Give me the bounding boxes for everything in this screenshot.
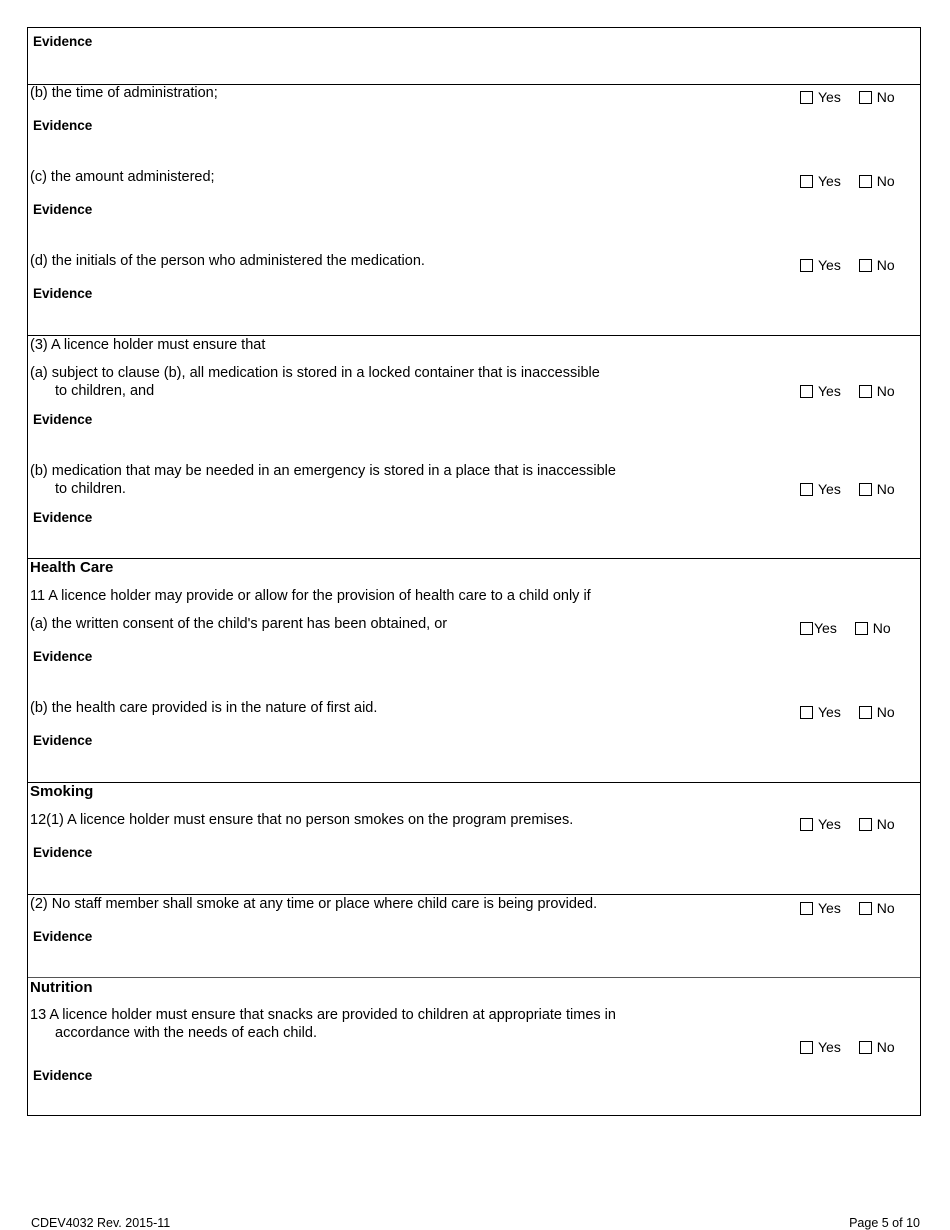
item-nutrition bbox=[30, 1006, 616, 1042]
no-label: No bbox=[876, 383, 895, 399]
no-checkbox[interactable] bbox=[859, 91, 872, 104]
evidence-label: Evidence bbox=[33, 510, 93, 525]
no-label: No bbox=[872, 620, 891, 636]
yes-label: Yes bbox=[818, 383, 841, 399]
section-heading-health-care: Health Care bbox=[30, 559, 114, 576]
yes-label: Yes bbox=[818, 257, 841, 273]
evidence-label: Evidence bbox=[33, 202, 93, 217]
item-3b bbox=[30, 462, 616, 498]
evidence-label: Evidence bbox=[33, 929, 93, 944]
yes-checkbox[interactable] bbox=[800, 483, 813, 496]
item-hc-a: (a) the written consent of the child's parent has been obtained, or bbox=[30, 616, 448, 632]
yes-label: Yes bbox=[818, 704, 841, 720]
yes-checkbox[interactable] bbox=[800, 259, 813, 272]
yes-checkbox[interactable] bbox=[800, 706, 813, 719]
evidence-label: Evidence bbox=[33, 118, 93, 133]
no-label: No bbox=[876, 816, 895, 832]
row-divider bbox=[28, 977, 920, 978]
item-nutrition-line2: accordance with the needs of each child. bbox=[55, 1025, 317, 1041]
no-checkbox[interactable] bbox=[859, 483, 872, 496]
item-3a-line1: (a) subject to clause (b), all medication is stored in a locked container that is inaccessible bbox=[30, 365, 600, 381]
evidence-label: Evidence bbox=[33, 845, 93, 860]
item-nutrition-line1: 13 A licence holder must ensure that snacks are provided to children at appropriate times in bbox=[30, 1007, 616, 1023]
evidence-label: Evidence bbox=[33, 412, 93, 427]
no-checkbox[interactable] bbox=[859, 385, 872, 398]
evidence-label: Evidence bbox=[33, 649, 93, 664]
item-d-initials: (d) the initials of the person who administered the medication. bbox=[30, 253, 425, 269]
item-hc-b: (b) the health care provided is in the nature of first aid. bbox=[30, 700, 378, 716]
row-divider bbox=[28, 558, 920, 559]
yes-label: Yes bbox=[814, 620, 837, 636]
no-checkbox[interactable] bbox=[859, 175, 872, 188]
yes-label: Yes bbox=[818, 1039, 841, 1055]
yes-no-c-amount bbox=[800, 173, 895, 189]
item-smoking-2: (2) No staff member shall smoke at any time or place where child care is being provided. bbox=[30, 896, 598, 912]
item-3a bbox=[30, 364, 600, 400]
yes-no-nutrition bbox=[800, 1039, 895, 1055]
item-b-time: (b) the time of administration; bbox=[30, 85, 218, 101]
section-heading-nutrition: Nutrition bbox=[30, 979, 93, 996]
no-checkbox[interactable] bbox=[859, 818, 872, 831]
yes-no-3a bbox=[800, 383, 895, 399]
form-code: CDEV4032 Rev. 2015-11 bbox=[31, 1216, 171, 1230]
yes-label: Yes bbox=[818, 816, 841, 832]
no-label: No bbox=[876, 89, 895, 105]
yes-label: Yes bbox=[818, 173, 841, 189]
item-3b-line1: (b) medication that may be needed in an emergency is stored in a place that is inaccessible bbox=[30, 463, 616, 479]
yes-checkbox[interactable] bbox=[800, 622, 813, 635]
no-label: No bbox=[876, 900, 895, 916]
no-checkbox[interactable] bbox=[859, 259, 872, 272]
evidence-label: Evidence bbox=[33, 733, 93, 748]
yes-no-smoking-1 bbox=[800, 816, 895, 832]
yes-label: Yes bbox=[818, 481, 841, 497]
no-checkbox[interactable] bbox=[855, 622, 868, 635]
yes-label: Yes bbox=[818, 900, 841, 916]
yes-no-d-initials bbox=[800, 257, 895, 273]
no-checkbox[interactable] bbox=[859, 1041, 872, 1054]
yes-no-b-time bbox=[800, 89, 895, 105]
yes-checkbox[interactable] bbox=[800, 902, 813, 915]
yes-label: Yes bbox=[818, 89, 841, 105]
section-3-intro: (3) A licence holder must ensure that bbox=[30, 337, 266, 353]
no-label: No bbox=[876, 704, 895, 720]
yes-checkbox[interactable] bbox=[800, 385, 813, 398]
yes-no-smoking-2 bbox=[800, 900, 895, 916]
item-3a-line2: to children, and bbox=[55, 383, 155, 399]
no-checkbox[interactable] bbox=[859, 706, 872, 719]
yes-checkbox[interactable] bbox=[800, 818, 813, 831]
no-label: No bbox=[876, 173, 895, 189]
yes-no-hc-b bbox=[800, 704, 895, 720]
evidence-label: Evidence bbox=[33, 34, 93, 49]
yes-checkbox[interactable] bbox=[800, 1041, 813, 1054]
no-label: No bbox=[876, 257, 895, 273]
yes-no-hc-a bbox=[800, 620, 891, 636]
row-divider bbox=[28, 782, 920, 783]
inspection-form-table bbox=[27, 27, 921, 1116]
item-smoking-1: 12(1) A licence holder must ensure that no person smokes on the program premises. bbox=[30, 812, 574, 828]
no-checkbox[interactable] bbox=[859, 902, 872, 915]
page-number: Page 5 of 10 bbox=[849, 1216, 920, 1230]
health-care-intro: 11 A licence holder may provide or allow for the provision of health care to a child only if bbox=[30, 588, 591, 604]
item-3b-line2: to children. bbox=[55, 481, 126, 497]
yes-no-3b bbox=[800, 481, 895, 497]
section-heading-smoking: Smoking bbox=[30, 783, 94, 800]
no-label: No bbox=[876, 481, 895, 497]
item-c-amount: (c) the amount administered; bbox=[30, 169, 215, 185]
yes-checkbox[interactable] bbox=[800, 175, 813, 188]
evidence-label: Evidence bbox=[33, 1068, 93, 1083]
no-label: No bbox=[876, 1039, 895, 1055]
evidence-label: Evidence bbox=[33, 286, 93, 301]
yes-checkbox[interactable] bbox=[800, 91, 813, 104]
